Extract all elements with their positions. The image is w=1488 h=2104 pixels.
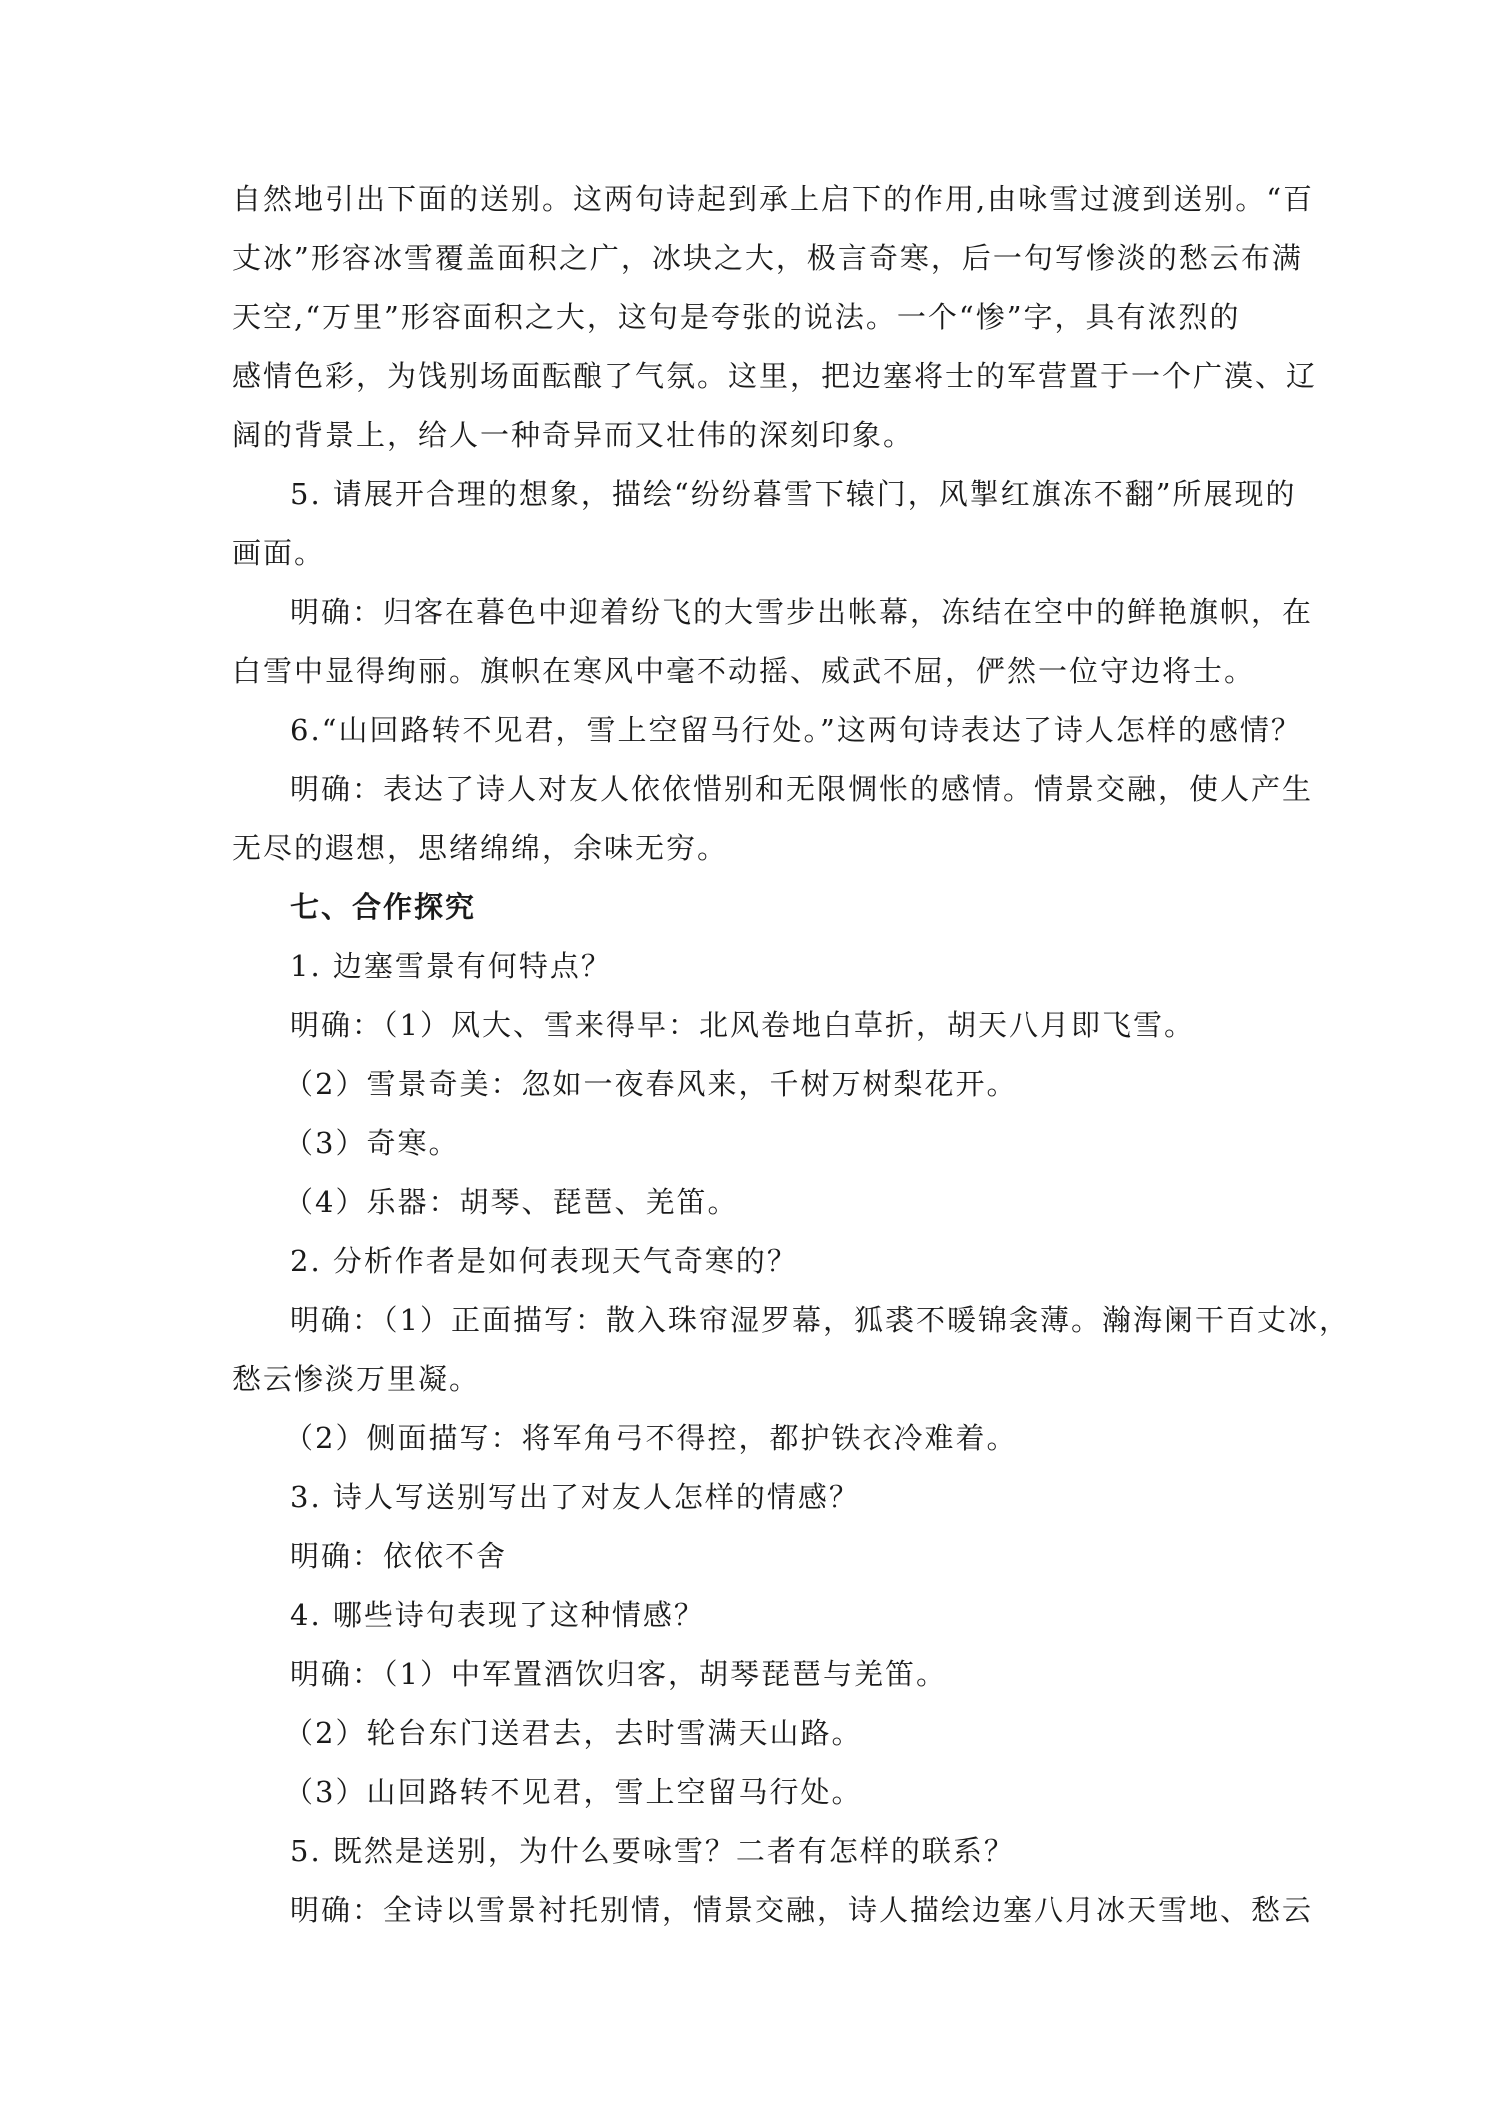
question-6-line: 6.“山回路转不见君，雪上空留马行处。”这两句诗表达了诗人怎样的感情？ xyxy=(290,713,1302,747)
answer-line: 明确：依依不舍 xyxy=(290,1539,508,1573)
answer-line: 明确：表达了诗人对友人依依惜别和无限惆怅的感情。情景交融，使人产生 xyxy=(290,772,1314,806)
sub-answer-line: （3）奇寒。 xyxy=(284,1126,460,1160)
text-line: 白雪中显得绚丽。旗帜在寒风中毫不动摇、威武不屈，俨然一位守边将士。 xyxy=(232,654,1256,688)
text-line: 天空,“万里”形容面积之大，这句是夸张的说法。一个“惨”字，具有浓烈的 xyxy=(232,300,1241,334)
answer-line: 明确：（1）中军置酒饮归客，胡琴琵琶与羌笛。 xyxy=(290,1657,947,1691)
sub-answer-line: （4）乐器：胡琴、琵琶、羌笛。 xyxy=(284,1185,739,1219)
sub-answer-line: （2）侧面描写：将军角弓不得控，都护铁衣冷难着。 xyxy=(284,1421,1018,1455)
text-line: 自然地引出下面的送别。这两句诗起到承上启下的作用,由咏雪过渡到送别。“百 xyxy=(232,182,1315,216)
question-5-line: 5. 请展开合理的想象，描绘“纷纷暮雪下辕门，风掣红旗冻不翻”所展现的 xyxy=(290,477,1297,511)
question-line: 5. 既然是送别，为什么要咏雪？二者有怎样的联系？ xyxy=(290,1834,1015,1868)
answer-line: 明确：（1）正面描写：散入珠帘湿罗幕，狐裘不暖锦衾薄。瀚海阑干百丈冰， xyxy=(290,1303,1350,1337)
question-line: 2. 分析作者是如何表现天气奇寒的？ xyxy=(290,1244,798,1278)
text-line: 感情色彩，为饯别场面酝酿了气氛。这里，把边塞将士的军营置于一个广漠、辽 xyxy=(232,359,1318,393)
text-line: 丈冰”形容冰雪覆盖面积之广，冰块之大，极言奇寒，后一句写惨淡的愁云布满 xyxy=(232,241,1303,275)
text-line: 画面。 xyxy=(232,536,326,570)
text-line: 阔的背景上，给人一种奇异而又壮伟的深刻印象。 xyxy=(232,418,915,452)
text-line: 愁云惨淡万里凝。 xyxy=(232,1362,481,1396)
sub-answer-line: （2）轮台东门送君去，去时雪满天山路。 xyxy=(284,1716,863,1750)
document-body xyxy=(232,170,1350,1940)
answer-line: 明确：（1）风大、雪来得早：北风卷地白草折，胡天八月即飞雪。 xyxy=(290,1008,1195,1042)
question-line: 3. 诗人写送别写出了对友人怎样的情感？ xyxy=(290,1480,860,1514)
sub-answer-line: （3）山回路转不见君，雪上空留马行处。 xyxy=(284,1775,863,1809)
answer-line: 明确：全诗以雪景衬托别情，情景交融，诗人描绘边塞八月冰天雪地、愁云 xyxy=(290,1893,1314,1927)
question-line: 4. 哪些诗句表现了这种情感？ xyxy=(290,1598,705,1632)
question-line: 1. 边塞雪景有何特点？ xyxy=(290,949,612,983)
sub-answer-line: （2）雪景奇美：忽如一夜春风来，千树万树梨花开。 xyxy=(284,1067,1018,1101)
text-line: 无尽的遐想，思绪绵绵，余味无穷。 xyxy=(232,831,729,865)
answer-line: 明确：归客在暮色中迎着纷飞的大雪步出帐幕，冻结在空中的鲜艳旗帜，在 xyxy=(290,595,1314,629)
section-heading: 七、合作探究 xyxy=(290,890,477,924)
